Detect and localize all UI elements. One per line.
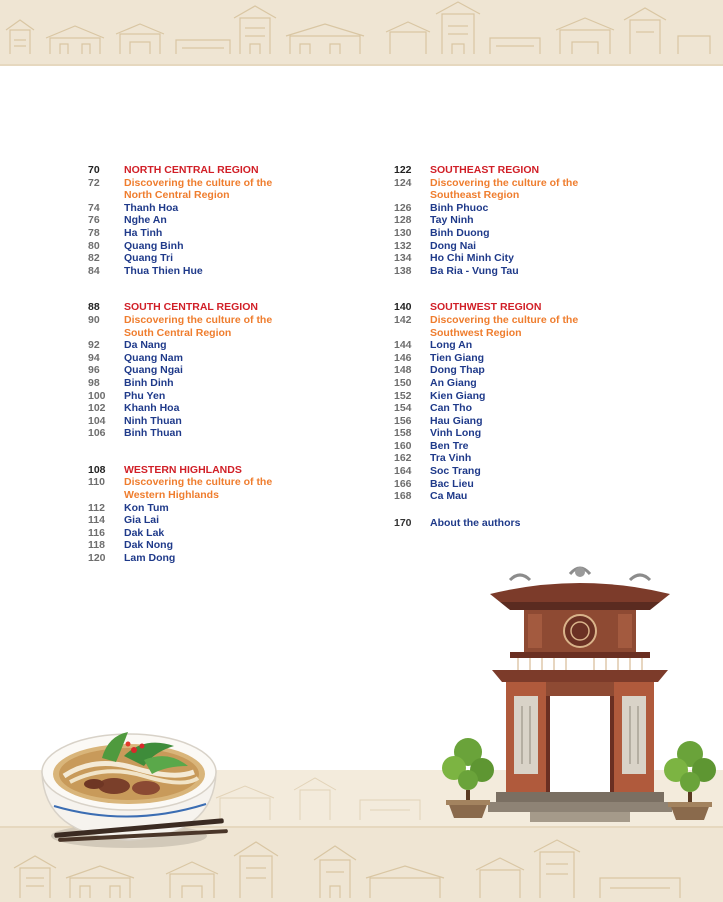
toc-heading[interactable] [394,301,694,314]
entry-label: Thanh Hoa [124,201,179,214]
entry-label: Long An [430,339,473,352]
entry-label: Lam Dong [124,552,176,565]
toc-section-western-highlands [88,464,388,565]
entry-label: Ninh Thuan [124,414,182,427]
entry-label: Discovering the culture of the [124,176,273,189]
toc-entry[interactable] [394,390,694,403]
toc-about-authors[interactable] [394,517,694,530]
toc-section-southeast [394,164,694,277]
entry-label: Quang Binh [124,239,184,252]
page-number: 90 [88,313,100,326]
page-number [88,489,124,502]
page-number: 120 [88,552,106,565]
toc-culture-entry[interactable] [394,314,694,327]
page-number: 158 [394,427,412,440]
page-number [88,189,124,202]
entry-label: Ha Tinh [124,226,163,239]
entry-label: Discovering the culture of the [430,313,579,326]
toc-entry[interactable] [88,202,388,215]
page-number: 124 [394,176,412,189]
toc-entry[interactable] [394,265,694,278]
toc-culture-entry-continued [394,327,694,340]
entry-label: Ba Ria - Vung Tau [430,264,519,277]
page-number: 160 [394,439,412,452]
entry-label: Binh Dinh [124,376,174,389]
page-number: 100 [88,389,106,402]
entry-label: Binh Thuan [124,427,182,440]
entry-label: Binh Phuoc [430,201,489,214]
entry-label: Discovering the culture of the [124,476,273,489]
section-title: SOUTHWEST REGION [430,301,542,314]
page-number: 70 [88,164,100,176]
toc-entry[interactable] [88,214,388,227]
toc-heading[interactable] [88,301,388,314]
toc-entry[interactable] [88,514,388,527]
entry-label: Discovering the culture of the [430,176,579,189]
toc-entry[interactable] [88,227,388,240]
toc-heading[interactable] [88,164,388,177]
toc-entry[interactable] [88,415,388,428]
toc-culture-entry[interactable] [88,476,388,489]
entry-label: Quang Ngai [124,364,183,377]
page-number: 104 [88,414,106,427]
entry-label: Ca Mau [430,490,468,503]
entry-label: Dak Nong [124,539,174,552]
bonsai-tree-icon [436,730,500,820]
toc-entry[interactable] [88,552,388,565]
toc-section-southwest [394,301,694,529]
page-number: 94 [88,351,100,364]
page-number: 78 [88,226,100,239]
toc-entry[interactable] [88,377,388,390]
page-number: 148 [394,364,412,377]
toc-culture-entry-continued [88,489,388,502]
page-number: 96 [88,364,100,377]
toc-entry[interactable] [88,390,388,403]
page-number: 88 [88,301,100,314]
page-number: 152 [394,389,412,402]
entry-label: Tay Ninh [430,214,474,227]
toc-culture-entry-continued [88,327,388,340]
page-number: 116 [88,526,105,539]
toc-heading[interactable] [394,164,694,177]
page-number: 122 [394,164,412,176]
toc-entry[interactable] [88,265,388,278]
entry-label: Dong Thap [430,364,485,377]
toc-entry[interactable] [88,339,388,352]
toc-culture-entry[interactable] [394,177,694,190]
page-number: 112 [88,501,105,514]
page-number: 170 [394,516,412,529]
entry-label: Quang Tri [124,252,174,265]
page-number: 162 [394,452,412,465]
toc-entry[interactable] [394,252,694,265]
page-number [394,189,430,202]
page-number: 144 [394,339,412,352]
bonsai-left-illustration [436,730,500,820]
entry-label: North Central Region [124,189,230,202]
toc-culture-entry[interactable] [88,177,388,190]
page-number: 114 [88,514,105,527]
section-title: NORTH CENTRAL REGION [124,164,259,176]
entry-label: Binh Duong [430,226,490,239]
toc-culture-entry-continued [394,189,694,202]
page-number: 80 [88,239,100,252]
architecture-pattern-top [0,0,723,64]
toc-entry[interactable] [88,527,388,540]
entry-label: Discovering the culture of the [124,313,273,326]
toc-left-column [88,164,388,589]
toc-entry[interactable] [394,440,694,453]
page-number: 168 [394,490,412,503]
page-number: 138 [394,264,412,277]
page-number: 156 [394,414,412,427]
toc-culture-entry[interactable] [88,314,388,327]
toc-entry[interactable] [88,364,388,377]
page-number: 150 [394,376,412,389]
temple-gate-illustration [470,562,690,824]
toc-entry[interactable] [394,415,694,428]
section-title: SOUTHEAST REGION [430,164,540,176]
page-number: 76 [88,214,100,227]
entry-label: Dong Nai [430,239,477,252]
entry-label: Bac Lieu [430,477,474,490]
entry-label: Tien Giang [430,351,485,364]
toc-culture-entry-continued [88,189,388,202]
toc-entry[interactable] [394,452,694,465]
entry-label: Can Tho [430,402,472,415]
entry-label: About the authors [430,516,521,529]
page-number [88,327,124,340]
entry-label: Nghe An [124,214,167,227]
temple-gate-icon [470,562,690,824]
entry-label: Gia Lai [124,514,160,527]
toc-entry[interactable] [394,465,694,478]
entry-label: Quang Nam [124,351,183,364]
page-number: 164 [394,465,412,478]
page-number: 82 [88,252,100,265]
toc-entry[interactable] [394,478,694,491]
page-number: 142 [394,313,412,326]
toc-right-column [394,164,694,553]
page-number: 106 [88,427,106,440]
page-number: 128 [394,214,412,227]
section-title: SOUTH CENTRAL REGION [124,301,258,314]
entry-label: An Giang [430,376,477,389]
bonsai-tree-icon [660,734,722,822]
toc-entry[interactable] [394,240,694,253]
page-number: 154 [394,402,412,415]
toc-section-south-central [88,301,388,440]
page-number: 72 [88,176,100,189]
entry-label: Da Nang [124,339,167,352]
toc-entry[interactable] [394,202,694,215]
pho-bowl-icon [34,716,234,856]
page-number: 134 [394,252,412,265]
page-number: 146 [394,351,412,364]
toc-entry[interactable] [88,502,388,515]
page-number: 108 [88,463,106,476]
entry-label: Phu Yen [124,389,166,402]
page-number: 130 [394,226,412,239]
top-decorative-band [0,0,723,66]
toc-entry[interactable] [394,402,694,415]
page-number: 166 [394,477,412,490]
entry-label: Kien Giang [430,389,486,402]
page-number: 118 [88,539,105,552]
toc-entry[interactable] [88,539,388,552]
page-number: 102 [88,402,106,415]
section-title: WESTERN HIGHLANDS [124,463,242,476]
page-number: 126 [394,201,412,214]
entry-label: Western Highlands [124,489,219,502]
toc-entry[interactable] [88,352,388,365]
entry-label: Southeast Region [430,189,520,202]
toc-entry[interactable] [394,339,694,352]
page-number: 84 [88,264,100,277]
page-number: 140 [394,301,412,314]
toc-entry[interactable] [88,402,388,415]
toc-heading[interactable] [88,464,388,477]
toc-entry[interactable] [394,490,694,503]
entry-label: Khanh Hoa [124,402,180,415]
toc-entry[interactable] [88,252,388,265]
toc-entry[interactable] [88,240,388,253]
entry-label: Hau Giang [430,414,483,427]
entry-label: Ben Tre [430,439,469,452]
toc-entry[interactable] [394,214,694,227]
toc-entry[interactable] [394,377,694,390]
toc-entry[interactable] [394,364,694,377]
toc-entry[interactable] [88,427,388,440]
entry-label: Southwest Region [430,326,522,339]
entry-label: Soc Trang [430,465,481,478]
entry-label: South Central Region [124,326,232,339]
page-number: 132 [394,239,412,252]
pho-bowl-illustration [34,716,234,856]
toc-section-north-central [88,164,388,277]
page-number [394,327,430,340]
entry-label: Thua Thien Hue [124,264,203,277]
entry-label: Kon Tum [124,501,169,514]
entry-label: Vinh Long [430,427,482,440]
page-number: 74 [88,201,100,214]
bonsai-right-illustration [660,734,722,822]
page-number: 110 [88,476,105,489]
entry-label: Dak Lak [124,526,165,539]
toc-entry[interactable] [394,227,694,240]
toc-entry[interactable] [394,352,694,365]
page-number: 98 [88,376,100,389]
page-number: 92 [88,339,100,352]
entry-label: Tra Vinh [430,452,472,465]
toc-entry[interactable] [394,427,694,440]
entry-label: Ho Chi Minh City [430,252,514,265]
